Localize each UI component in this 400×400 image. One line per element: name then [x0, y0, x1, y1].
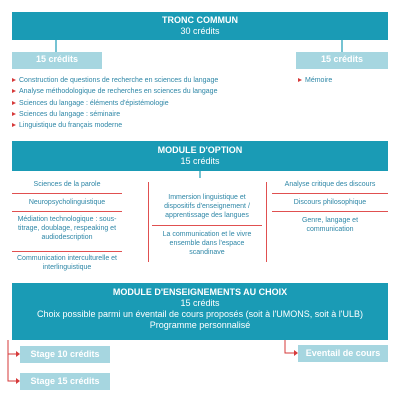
option-genre-langage: Genre, langage et communication	[301, 217, 359, 233]
tronc-right-list	[298, 75, 388, 86]
divider	[12, 251, 122, 252]
option-sciences-parole: Sciences de la parole	[33, 181, 101, 188]
option-communication-scandinave: La communication et le vivre ensemble dans l'espace scandinave	[162, 231, 252, 256]
option-mediation-technologique: Médiation technologique : sous-titrage, doublage, respeaking et audiodescription	[17, 216, 117, 241]
option-neuropsycholinguistique: Neuropsycholinguistique	[28, 199, 106, 206]
option-communication-interculturelle: Communication interculturelle et interlinguistique	[17, 255, 117, 271]
divider	[148, 182, 149, 262]
divider	[152, 225, 262, 226]
tronc-right-credits-box: 15 crédits	[296, 52, 388, 69]
tronc-commun-credits: 30 crédits	[180, 26, 220, 36]
divider	[272, 193, 388, 194]
module-option-title: MODULE D'OPTION	[157, 145, 243, 155]
module-choix-programme: Programme personnalisé	[149, 320, 251, 330]
module-choix-header	[12, 283, 388, 340]
stage-15-box: Stage 15 crédits	[20, 373, 110, 390]
option-discours-philosophique: Discours philosophique	[293, 199, 367, 206]
list-item: Sciences du langage : séminaire	[12, 109, 282, 120]
tronc-commun-title: TRONC COMMUN	[162, 15, 238, 25]
stage-10-box: Stage 10 crédits	[20, 346, 110, 363]
list-item: Analyse méthodologique de recherches en sciences du langage	[12, 86, 282, 97]
option-immersion-linguistique: Immersion linguistique et dispositifs d'enseignement / apprentissage des langues	[164, 194, 250, 219]
module-choix-description: Choix possible parmi un éventail de cours proposés (soit à l'UMONS, soit à l'ULB)	[36, 309, 364, 319]
divider	[12, 193, 122, 194]
eventail-cours-box: Eventail de cours	[298, 345, 388, 362]
option-analyse-critique: Analyse critique des discours	[284, 181, 376, 188]
module-choix-credits: 15 crédits	[180, 298, 220, 308]
tronc-left-credits-box: 15 crédits	[12, 52, 102, 69]
module-option-header	[12, 141, 388, 171]
list-item: Construction de questions de recherche en sciences du langage	[12, 75, 282, 86]
module-choix-title: MODULE D'ENSEIGNEMENTS AU CHOIX	[112, 287, 288, 297]
list-item: Linguistique du français moderne	[12, 120, 282, 131]
list-item: Mémoire	[298, 75, 388, 86]
list-item: Sciences du langage : éléments d'épistémologie	[12, 98, 282, 109]
divider	[266, 182, 267, 262]
module-option-credits: 15 crédits	[180, 156, 220, 166]
divider	[272, 211, 388, 212]
tronc-left-list	[12, 75, 282, 131]
divider	[12, 211, 122, 212]
